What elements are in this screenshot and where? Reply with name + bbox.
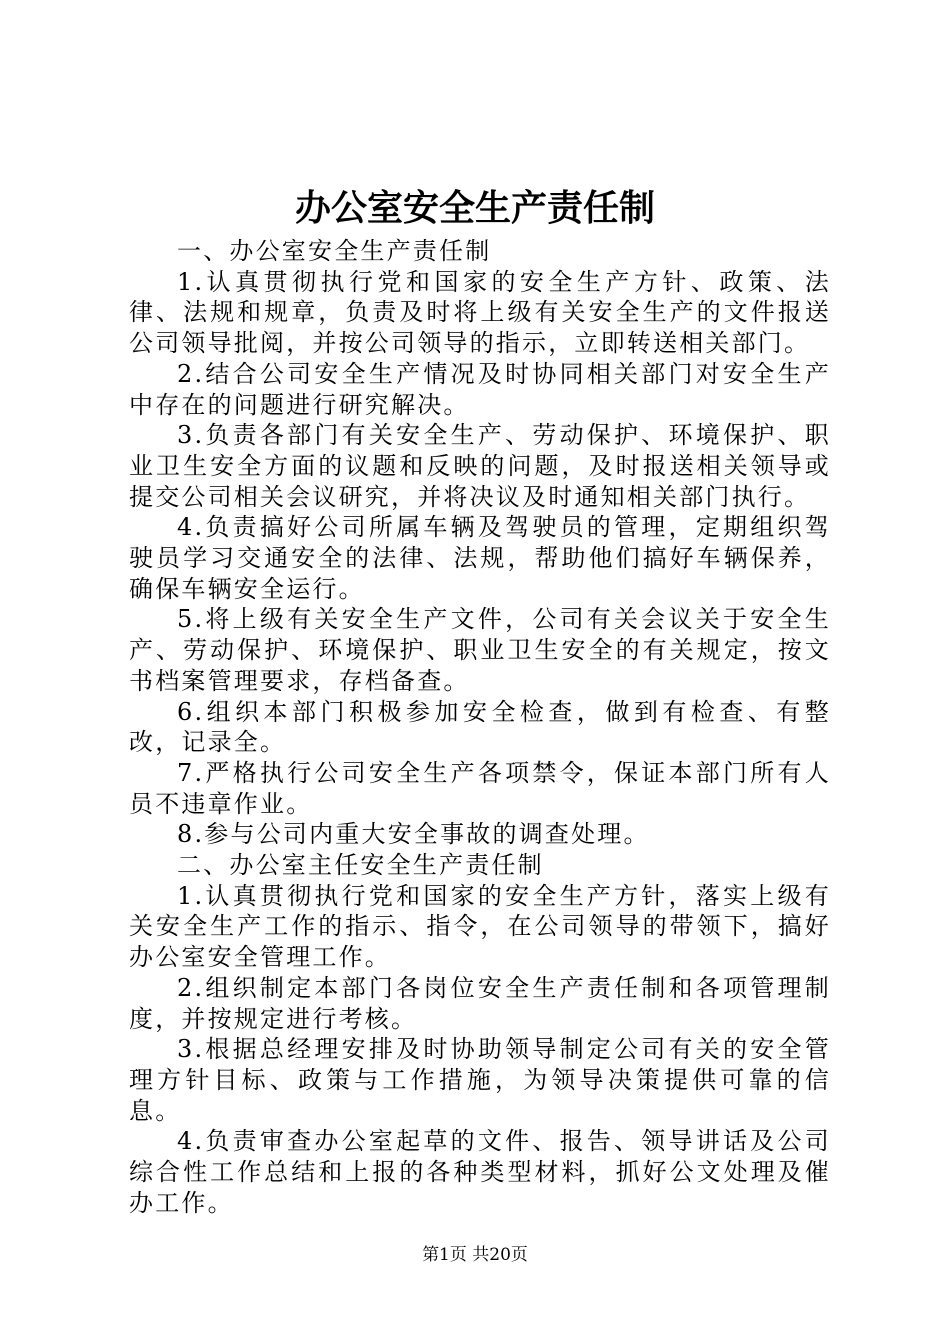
- paragraph: 5.将上级有关安全生产文件，公司有关会议关于安全生产、劳动保护、环境保护、职业卫生安全的有关规定，按文书档案管理要求，存档备查。: [129, 605, 831, 695]
- paragraph: 3.负责各部门有关安全生产、劳动保护、环境保护、职业卫生安全方面的议题和反映的问题，及时报送相关领导或提交公司相关会议研究，并将决议及时通知相关部门执行。: [129, 421, 831, 511]
- section-heading-2: 二、办公室主任安全生产责任制: [177, 851, 544, 880]
- paragraph: 3.根据总经理安排及时协助领导制定公司有关的安全管理方针目标、政策与工作措施，为领导决策提供可靠的信息。: [129, 1035, 831, 1125]
- paragraph: 7.严格执行公司安全生产各项禁令，保证本部门所有人员不违章作业。: [129, 758, 831, 818]
- page-number-footer: 第1页 共20页: [422, 1245, 528, 1265]
- paragraph: 6.组织本部门积极参加安全检查，做到有检查、有整改，记录全。: [129, 697, 831, 757]
- paragraph: 4.负责搞好公司所属车辆及驾驶员的管理，定期组织驾驶员学习交通安全的法律、法规，帮助他们搞好车辆保养，确保车辆安全运行。: [129, 513, 831, 603]
- paragraph: 4.负责审查办公室起草的文件、报告、领导讲话及公司综合性工作总结和上报的各种类型材料，抓好公文处理及催办工作。: [129, 1127, 831, 1217]
- paragraph: 8.参与公司内重大安全事故的调查处理。: [177, 820, 650, 849]
- paragraph: 1.认真贯彻执行党和国家的安全生产方针，落实上级有关安全生产工作的指示、指令，在公司领导的带领下，搞好办公室安全管理工作。: [129, 881, 831, 972]
- paragraph: 1.认真贯彻执行党和国家的安全生产方针、政策、法律、法规和规章，负责及时将上级有关安全生产的文件报送公司领导批阅，并按公司领导的指示，立即转送相关部门。: [129, 267, 831, 358]
- document-body: [129, 236, 831, 1219]
- document-title: 办公室安全生产责任制: [294, 187, 655, 229]
- paragraph: 2.结合公司安全生产情况及时协同相关部门对安全生产中存在的问题进行研究解决。: [129, 359, 831, 419]
- paragraph: 2.组织制定本部门各岗位安全生产责任制和各项管理制度，并按规定进行考核。: [129, 973, 831, 1033]
- section-heading-1: 一、办公室安全生产责任制: [177, 237, 492, 265]
